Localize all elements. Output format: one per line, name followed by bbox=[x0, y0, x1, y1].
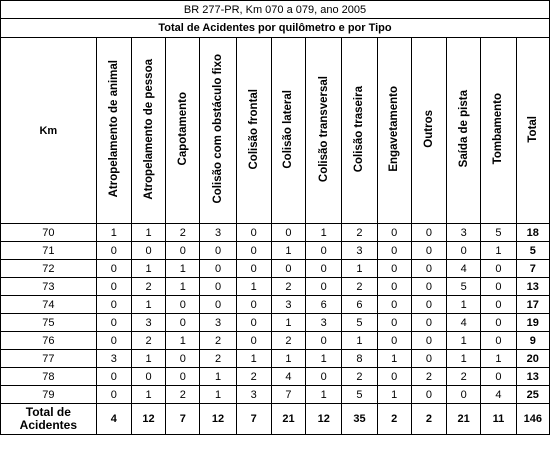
value-cell: 1 bbox=[200, 368, 236, 386]
column-total-cell: 2 bbox=[411, 404, 446, 435]
value-cell: 5 bbox=[342, 386, 377, 404]
value-cell: 1 bbox=[166, 278, 200, 296]
value-cell: 1 bbox=[236, 350, 271, 368]
type-column-label: Atropelamento de animal bbox=[107, 60, 120, 198]
value-cell: 0 bbox=[96, 332, 131, 350]
value-cell: 3 bbox=[342, 242, 377, 260]
totals-label-line1: Total de bbox=[25, 405, 71, 419]
value-cell: 0 bbox=[306, 260, 342, 278]
type-column-header bbox=[377, 38, 411, 224]
value-cell: 5 bbox=[342, 314, 377, 332]
value-cell: 2 bbox=[166, 386, 200, 404]
value-cell: 4 bbox=[481, 386, 516, 404]
value-cell: 2 bbox=[342, 368, 377, 386]
value-cell: 1 bbox=[200, 386, 236, 404]
value-cell: 0 bbox=[411, 278, 446, 296]
value-cell: 1 bbox=[481, 242, 516, 260]
column-total-cell: 7 bbox=[236, 404, 271, 435]
type-column-label: Colisão com obstáculo fixo bbox=[212, 54, 224, 204]
value-cell: 0 bbox=[306, 242, 342, 260]
value-cell: 6 bbox=[306, 296, 342, 314]
grand-total-cell: 146 bbox=[516, 404, 549, 435]
value-cell: 0 bbox=[96, 314, 131, 332]
totals-label bbox=[1, 404, 97, 435]
value-cell: 4 bbox=[447, 314, 481, 332]
value-cell: 0 bbox=[200, 278, 236, 296]
value-cell: 2 bbox=[131, 332, 165, 350]
table-row bbox=[1, 224, 550, 242]
column-header-row bbox=[1, 38, 550, 224]
value-cell: 0 bbox=[166, 242, 200, 260]
value-cell: 1 bbox=[306, 224, 342, 242]
type-column-label: Colisão traseira bbox=[353, 85, 366, 173]
value-cell: 2 bbox=[131, 278, 165, 296]
km-cell: 77 bbox=[1, 350, 97, 368]
table-subtitle: Total de Acidentes por quilômetro e por Tipo bbox=[1, 19, 550, 38]
row-total-cell: 18 bbox=[516, 224, 549, 242]
km-cell: 76 bbox=[1, 332, 97, 350]
value-cell: 0 bbox=[166, 314, 200, 332]
type-column-header bbox=[131, 38, 165, 224]
type-column-header bbox=[481, 38, 516, 224]
totals-label-line2: Acidentes bbox=[19, 418, 78, 432]
value-cell: 0 bbox=[411, 260, 446, 278]
value-cell: 1 bbox=[342, 260, 377, 278]
column-total-cell: 35 bbox=[342, 404, 377, 435]
table-row bbox=[1, 260, 550, 278]
type-column-header bbox=[271, 38, 305, 224]
value-cell: 0 bbox=[306, 368, 342, 386]
row-total-cell: 25 bbox=[516, 386, 549, 404]
value-cell: 2 bbox=[342, 278, 377, 296]
value-cell: 0 bbox=[96, 278, 131, 296]
value-cell: 2 bbox=[200, 350, 236, 368]
value-cell: 2 bbox=[271, 332, 305, 350]
row-total-cell: 20 bbox=[516, 350, 549, 368]
value-cell: 1 bbox=[166, 332, 200, 350]
table-body bbox=[1, 224, 550, 435]
table-row bbox=[1, 368, 550, 386]
value-cell: 1 bbox=[306, 350, 342, 368]
value-cell: 0 bbox=[411, 332, 446, 350]
type-column-label: Colisão lateral bbox=[282, 89, 295, 169]
value-cell: 1 bbox=[447, 332, 481, 350]
value-cell: 5 bbox=[447, 278, 481, 296]
value-cell: 0 bbox=[166, 350, 200, 368]
value-cell: 0 bbox=[306, 278, 342, 296]
column-total-cell: 4 bbox=[96, 404, 131, 435]
km-cell: 78 bbox=[1, 368, 97, 386]
value-cell: 1 bbox=[377, 350, 411, 368]
value-cell: 0 bbox=[306, 332, 342, 350]
row-total-cell: 5 bbox=[516, 242, 549, 260]
type-column-label: Colisão frontal bbox=[247, 88, 260, 170]
table-title: BR 277-PR, Km 070 a 079, ano 2005 bbox=[1, 1, 550, 19]
row-total-cell: 13 bbox=[516, 278, 549, 296]
value-cell: 1 bbox=[166, 260, 200, 278]
value-cell: 0 bbox=[131, 242, 165, 260]
table-row bbox=[1, 314, 550, 332]
value-cell: 8 bbox=[342, 350, 377, 368]
value-cell: 1 bbox=[271, 314, 305, 332]
table-row bbox=[1, 332, 550, 350]
column-total-cell: 12 bbox=[306, 404, 342, 435]
value-cell: 0 bbox=[96, 296, 131, 314]
value-cell: 0 bbox=[236, 260, 271, 278]
km-cell: 73 bbox=[1, 278, 97, 296]
value-cell: 6 bbox=[342, 296, 377, 314]
value-cell: 2 bbox=[447, 368, 481, 386]
value-cell: 4 bbox=[447, 260, 481, 278]
type-column-label: Outros bbox=[422, 110, 435, 148]
row-total-cell: 7 bbox=[516, 260, 549, 278]
value-cell: 0 bbox=[377, 332, 411, 350]
type-column-label: Saída de pista bbox=[457, 90, 470, 168]
value-cell: 0 bbox=[236, 296, 271, 314]
type-column-label: Atropelamento de pessoa bbox=[142, 58, 155, 200]
column-total-cell: 11 bbox=[481, 404, 516, 435]
table-row bbox=[1, 242, 550, 260]
value-cell: 1 bbox=[131, 386, 165, 404]
value-cell: 2 bbox=[200, 332, 236, 350]
value-cell: 0 bbox=[200, 296, 236, 314]
value-cell: 0 bbox=[236, 242, 271, 260]
value-cell: 3 bbox=[200, 314, 236, 332]
value-cell: 1 bbox=[377, 386, 411, 404]
row-total-cell: 9 bbox=[516, 332, 549, 350]
value-cell: 0 bbox=[481, 368, 516, 386]
value-cell: 0 bbox=[377, 278, 411, 296]
value-cell: 0 bbox=[447, 386, 481, 404]
column-total-cell: 12 bbox=[131, 404, 165, 435]
value-cell: 1 bbox=[131, 350, 165, 368]
value-cell: 2 bbox=[342, 224, 377, 242]
value-cell: 7 bbox=[271, 386, 305, 404]
column-total-cell: 21 bbox=[271, 404, 305, 435]
column-total-cell: 12 bbox=[200, 404, 236, 435]
type-column-header bbox=[200, 38, 236, 224]
total-column-label: Total bbox=[526, 115, 539, 143]
value-cell: 0 bbox=[481, 260, 516, 278]
value-cell: 0 bbox=[271, 224, 305, 242]
value-cell: 1 bbox=[271, 350, 305, 368]
total-column-header bbox=[516, 38, 549, 224]
value-cell: 2 bbox=[166, 224, 200, 242]
row-total-cell: 19 bbox=[516, 314, 549, 332]
value-cell: 0 bbox=[96, 242, 131, 260]
value-cell: 3 bbox=[447, 224, 481, 242]
value-cell: 0 bbox=[481, 278, 516, 296]
value-cell: 3 bbox=[96, 350, 131, 368]
km-cell: 70 bbox=[1, 224, 97, 242]
value-cell: 1 bbox=[271, 242, 305, 260]
value-cell: 2 bbox=[411, 368, 446, 386]
value-cell: 1 bbox=[306, 386, 342, 404]
value-cell: 0 bbox=[377, 368, 411, 386]
value-cell: 0 bbox=[377, 314, 411, 332]
totals-row bbox=[1, 404, 550, 435]
value-cell: 2 bbox=[271, 278, 305, 296]
type-column-header bbox=[166, 38, 200, 224]
value-cell: 0 bbox=[236, 314, 271, 332]
value-cell: 4 bbox=[271, 368, 305, 386]
type-column-header bbox=[96, 38, 131, 224]
value-cell: 0 bbox=[166, 296, 200, 314]
value-cell: 2 bbox=[236, 368, 271, 386]
km-cell: 79 bbox=[1, 386, 97, 404]
value-cell: 0 bbox=[481, 332, 516, 350]
value-cell: 1 bbox=[447, 296, 481, 314]
value-cell: 0 bbox=[377, 224, 411, 242]
column-total-cell: 21 bbox=[447, 404, 481, 435]
value-cell: 0 bbox=[377, 296, 411, 314]
row-total-cell: 13 bbox=[516, 368, 549, 386]
value-cell: 3 bbox=[306, 314, 342, 332]
value-cell: 3 bbox=[131, 314, 165, 332]
value-cell: 0 bbox=[411, 350, 446, 368]
value-cell: 1 bbox=[131, 260, 165, 278]
value-cell: 0 bbox=[131, 368, 165, 386]
table-row bbox=[1, 350, 550, 368]
value-cell: 0 bbox=[411, 386, 446, 404]
value-cell: 0 bbox=[200, 260, 236, 278]
table-row bbox=[1, 296, 550, 314]
km-cell: 75 bbox=[1, 314, 97, 332]
value-cell: 5 bbox=[481, 224, 516, 242]
type-column-label: Engavetamento bbox=[388, 86, 401, 172]
value-cell: 1 bbox=[342, 332, 377, 350]
value-cell: 3 bbox=[200, 224, 236, 242]
value-cell: 1 bbox=[447, 350, 481, 368]
type-column-header bbox=[306, 38, 342, 224]
type-column-header bbox=[411, 38, 446, 224]
value-cell: 0 bbox=[377, 242, 411, 260]
type-column-header bbox=[342, 38, 377, 224]
value-cell: 1 bbox=[131, 224, 165, 242]
value-cell: 0 bbox=[411, 242, 446, 260]
value-cell: 0 bbox=[447, 242, 481, 260]
value-cell: 0 bbox=[96, 386, 131, 404]
row-total-cell: 17 bbox=[516, 296, 549, 314]
type-column-label: Colisão transversal bbox=[317, 75, 330, 183]
value-cell: 0 bbox=[411, 224, 446, 242]
value-cell: 0 bbox=[96, 260, 131, 278]
value-cell: 0 bbox=[236, 224, 271, 242]
type-column-header bbox=[236, 38, 271, 224]
value-cell: 3 bbox=[271, 296, 305, 314]
table-row bbox=[1, 386, 550, 404]
type-column-label: Tombamento bbox=[492, 93, 505, 165]
value-cell: 1 bbox=[481, 350, 516, 368]
value-cell: 0 bbox=[96, 368, 131, 386]
value-cell: 0 bbox=[377, 260, 411, 278]
km-column-header: Km bbox=[1, 38, 97, 224]
type-column-header bbox=[447, 38, 481, 224]
km-cell: 71 bbox=[1, 242, 97, 260]
value-cell: 1 bbox=[236, 278, 271, 296]
value-cell: 1 bbox=[96, 224, 131, 242]
value-cell: 0 bbox=[200, 242, 236, 260]
km-cell: 74 bbox=[1, 296, 97, 314]
km-cell: 72 bbox=[1, 260, 97, 278]
value-cell: 0 bbox=[411, 314, 446, 332]
value-cell: 0 bbox=[481, 314, 516, 332]
value-cell: 0 bbox=[236, 332, 271, 350]
type-column-label: Capotamento bbox=[176, 92, 189, 166]
column-total-cell: 2 bbox=[377, 404, 411, 435]
value-cell: 0 bbox=[411, 296, 446, 314]
value-cell: 0 bbox=[481, 296, 516, 314]
column-total-cell: 7 bbox=[166, 404, 200, 435]
value-cell: 3 bbox=[236, 386, 271, 404]
value-cell: 0 bbox=[271, 260, 305, 278]
table-row bbox=[1, 278, 550, 296]
value-cell: 0 bbox=[166, 368, 200, 386]
value-cell: 1 bbox=[131, 296, 165, 314]
